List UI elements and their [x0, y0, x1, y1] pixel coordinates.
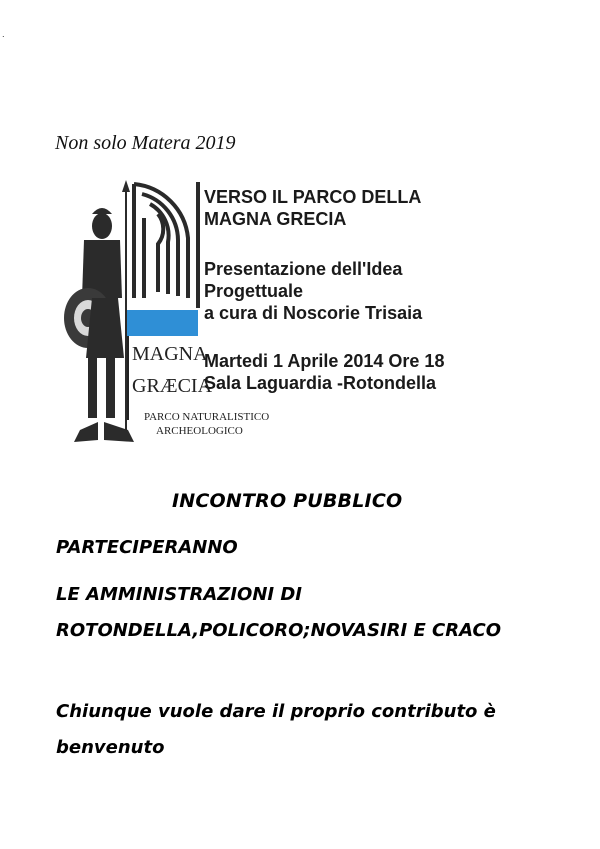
amministrazioni-line: ROTONDELLA,POLICORO;NOVASIRI E CRACO [56, 620, 501, 641]
presentation-line: Presentazione dell'Idea [204, 259, 403, 279]
logo-text-graecia: GRÆCIA [132, 375, 213, 397]
logo-caption-1: PARCO NATURALISTICO [144, 411, 270, 423]
chiunque-text [56, 694, 496, 766]
headline-title [204, 186, 421, 230]
partecipano-label: PARTECIPERANNO [56, 537, 238, 558]
presentation-line: a cura di Noscorie Trisaia [204, 303, 423, 323]
chiunque-line: Chiunque vuole dare il proprio contributo è [56, 701, 496, 722]
stray-mark: . [2, 30, 5, 39]
blue-band [126, 310, 198, 336]
amministrazioni-line: LE AMMINISTRAZIONI DI [56, 584, 302, 605]
incontro-heading: INCONTRO PUBBLICO [172, 490, 403, 512]
chiunque-line: benvenuto [56, 737, 165, 758]
headline-presentation [204, 258, 422, 324]
headline-title-line: MAGNA GRECIA [204, 209, 347, 229]
amministrazioni-text [56, 577, 501, 649]
headline-title-line: VERSO IL PARCO DELLA [204, 187, 422, 207]
labyrinth-icon [134, 182, 198, 308]
subtitle: Non solo Matera 2019 [55, 132, 236, 154]
headline-event [204, 350, 444, 394]
logo-text-magna: MAGNA [132, 343, 208, 365]
logo-caption-2: ARCHEOLOGICO [156, 425, 243, 437]
warrior-icon [64, 180, 134, 442]
presentation-line: Progettuale [204, 281, 304, 301]
event-line: Martedi 1 Aprile 2014 Ore 18 [204, 351, 445, 371]
event-line: Sala Laguardia -Rotondella [204, 373, 437, 393]
